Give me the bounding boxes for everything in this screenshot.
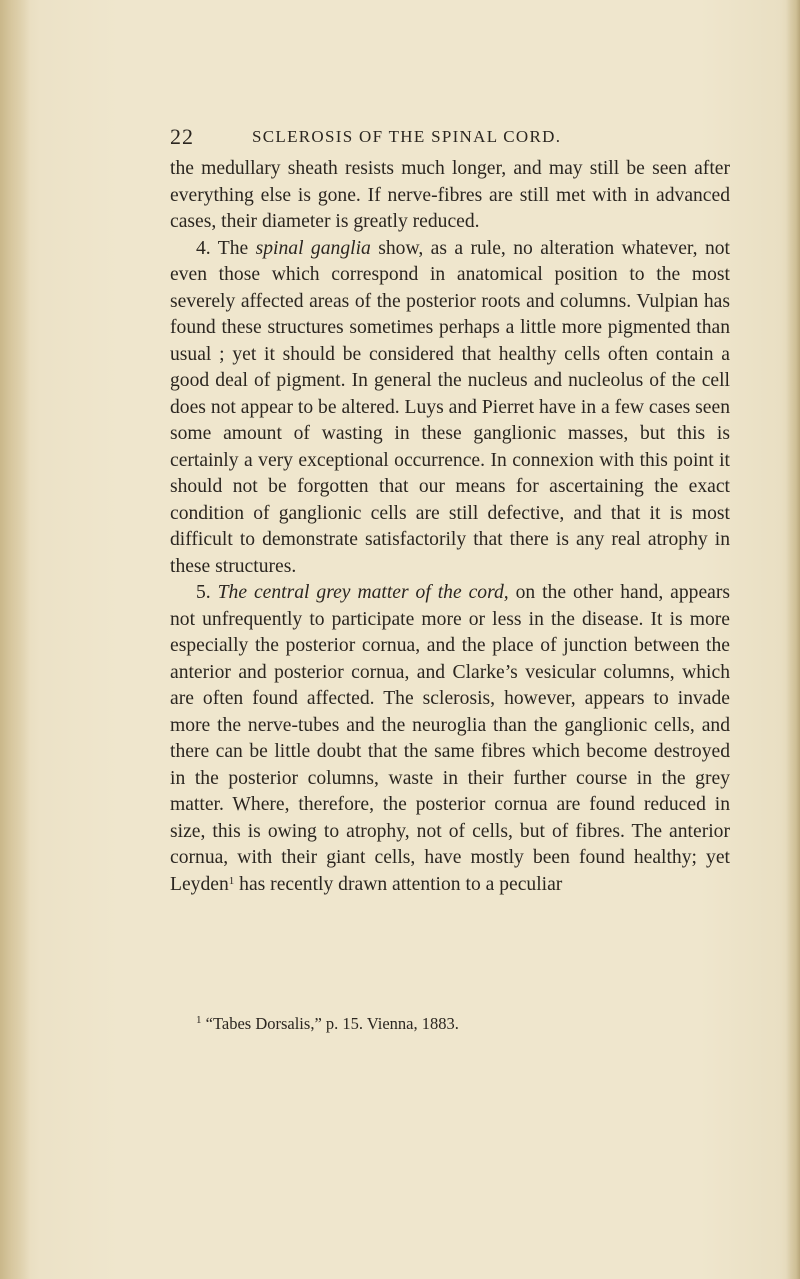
paragraph-3-text-b: has recently drawn attention to a peculiar: [234, 873, 563, 895]
paragraph-spinal-ganglia: [170, 236, 730, 581]
paragraph-1-text: the medullary sheath resists much longer, and may still be seen after everything else is gone. If nerve-fibres are still met with in advanced cases, their diameter is greatly reduced.: [170, 158, 730, 232]
paragraph-grey-matter: [170, 580, 730, 898]
paragraph-3-italic: The central grey matter of the cord,: [217, 582, 509, 603]
footnote: [196, 1014, 736, 1034]
paragraph-2-text: show, as a rule, no alteration whatever, not even those which correspond in anatomical position to the most severely affected areas of the posterior roots and columns. Vulpian has found these structures sometimes perhaps a little more pigmented than usual ; yet it should be considered that healthy cells often contain a good deal of pigment. In general the nucleus and nucleolus of the cell does not appear to be altered. Luys and Pierret have in a few cases seen some amount of wasting in these ganglionic masses, but this is certainly a very exceptional occurrence. In connexion with this point it should not be forgotten that our means for ascertaining the exact condition of ganglionic cells are still defective, and that it is most difficult to demonstrate satisfactorily that there is any real atrophy in these structures.: [170, 237, 730, 577]
page-edge-shadow: [786, 0, 800, 1279]
running-head: SCLEROSIS OF THE SPINAL CORD.: [252, 127, 562, 146]
page-header: [170, 124, 730, 152]
paragraph-2-italic: spinal ganglia: [255, 237, 371, 259]
paragraph-2-number: 4. The: [196, 237, 256, 259]
paragraph-continuation: [170, 156, 730, 236]
body-text: [170, 156, 730, 898]
binding-edge-shadow: [0, 0, 30, 1279]
page-number: 22: [170, 124, 194, 149]
footnote-marker: 1: [196, 1014, 202, 1026]
paragraph-3-number: 5.: [196, 582, 218, 603]
paragraph-3-text-a: on the other hand, appears not unfrequently to participate more or less in the disease. It is more especially the posterior cornua, and the place of junction between the anterior and posterior cornua, and Clarke’s vesicular columns, which are often found affected. The sclerosis, however, appears to invade more the nerve-tubes and the neuroglia than the ganglionic cells, and there can be little doubt that the same fibres which become destroyed in the posterior columns, waste in their further course in the grey matter. Where, therefore, the posterior cornua are found reduced in size, this is owing to atrophy, not of cells, but of fibres. The anterior cornua, with their giant cells, have mostly been found healthy; yet Leyden: [170, 582, 730, 895]
footnote-text: “Tabes Dorsalis,” p. 15. Vienna, 1883.: [201, 1014, 459, 1033]
footnote-reference: 1: [228, 874, 235, 887]
